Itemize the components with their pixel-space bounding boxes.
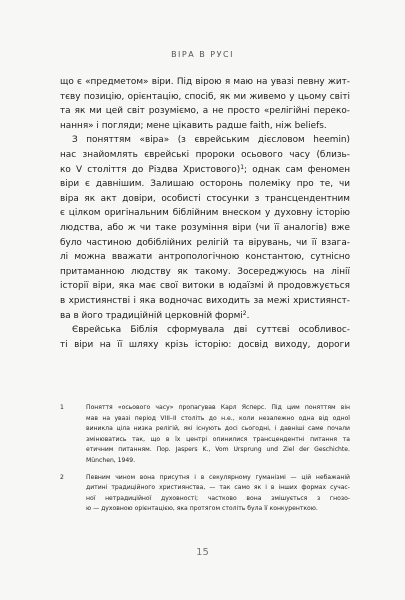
footnote-line: München, 1949. (86, 456, 136, 464)
footnotes (60, 403, 350, 521)
text-fragment: ; однак сам феномен (244, 164, 350, 175)
text-fragment: ко V століття до Різдва Христового) (60, 164, 241, 175)
text-line: тєву позицію, орієнтацію, спосіб, як ми живемо у цьому світі (60, 91, 350, 102)
text-line: лі можна вважати антропологічною константою, сутнісно (60, 252, 350, 263)
text-line: віра як акт довіри, особисті стосунки з трансцендентним (60, 193, 350, 204)
text-line: віри є давнішим. Залишаю осторонь полеміку про те, чи (60, 179, 350, 190)
text-fragment: ва в його традиційній церковній формі (60, 310, 243, 321)
text-line: людства, або ж чи таке розуміння віри (чи її аналогів) вже (60, 222, 350, 233)
text-line (60, 163, 350, 178)
main-text (60, 75, 350, 352)
footnote-line: Поняття «осьового часу» пропагував Карл Ясперс. Під цим поняттям він (86, 404, 350, 411)
footnote-line: ю — духовною орієнтацією, яка протягом століть була її конкуренткою. (86, 505, 318, 513)
footnote-line: виникла ціла низка релігій, які існують досі сьогодні, і давніші саме почали (86, 425, 350, 433)
text-line: притаманною людству як такому. Зосереджуюсь на лінії (60, 266, 350, 277)
text-line: нас знайомлять єврейські пророки осьового часу (близь- (60, 149, 350, 160)
footnote-line: змінюватись так, що в їх центрі опинилися трансцендентні питання та (86, 435, 350, 443)
text-line: Єврейська Біблія сформувала дві суттєві особливос- (72, 325, 350, 336)
text-fragment: . (246, 310, 250, 321)
footnote-1 (60, 403, 350, 467)
footnote-line: ної нетрадиційної духовності; частково вона змішується з гнозо- (86, 494, 350, 502)
text-line: що є «предметом» віри. Під вірою я маю на увазі певну жит- (60, 77, 350, 87)
footnote-number: 2 (60, 473, 64, 481)
footnote-ref-1[interactable]: 1 (240, 163, 245, 171)
text-line: З поняттям «віра» (з єврейським дієсловом heemin) (72, 135, 350, 146)
text-line: історії віри, яка має свої витоки в юдаїзмі й продовжується (60, 281, 350, 292)
footnote-line: дитині традиційного християнства, — так само як і в інших формах сучас- (86, 484, 350, 492)
footnote-line: Певним чином вона присутня і в секулярному гуманізмі — цій небажаній (86, 473, 350, 481)
text-line: є цілком оригінальним біблійним внеском у духовну історію (60, 208, 350, 219)
text-line: ті віри на її шляху крізь історію: досвід виходу, дороги (60, 339, 350, 350)
footnote-line: етичним питанням. Пор. Jaspers K., Vom Ursprung und Ziel der Geschichte. (86, 446, 350, 454)
text-line: нання» і погляди; мене цікавить радше faith, ніж beliefs. (60, 120, 327, 131)
page-number: 15 (196, 547, 209, 558)
paragraph-2 (60, 133, 350, 323)
text-line: в християнстві і яка водночас виходить за межі християнст- (60, 295, 350, 306)
footnote-number: 1 (60, 404, 64, 411)
text-line (60, 309, 350, 324)
text-line: було частиною добіблійних релігій та вірувань, чи її взага- (60, 237, 350, 248)
running-header: ВІРА В РУСІ (171, 50, 234, 59)
paragraph-3 (60, 323, 350, 352)
paragraph-1 (60, 75, 350, 133)
footnote-line: мав на увазі період VIII–II століть до н.е., коли незалежно одна від одної (86, 414, 350, 422)
footnote-2 (60, 473, 350, 515)
footnote-ref-2[interactable]: 2 (242, 309, 247, 317)
text-line: та як ми цей світ розуміємо, а не просто «релігійні переко- (60, 106, 350, 117)
